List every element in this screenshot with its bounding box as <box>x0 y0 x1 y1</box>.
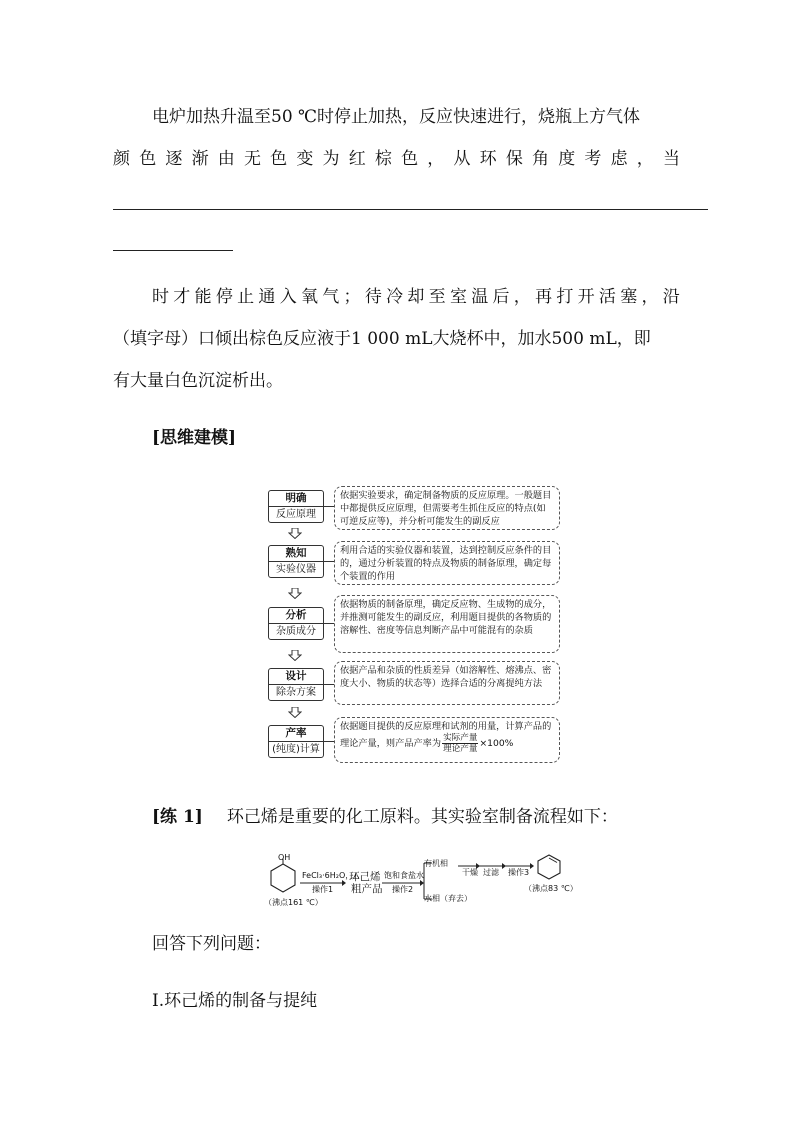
crude-product-line2: 粗产品 <box>351 883 383 895</box>
aqueous-phase-label: 水相（弃去） <box>424 894 472 903</box>
paragraph2-line1-char: 开 <box>577 287 595 307</box>
paragraph2-line1-char: 室 <box>449 287 467 307</box>
flow-step-1-subtitle: 反应原理 <box>276 509 316 520</box>
paragraph1-line2-char: 色 <box>270 149 288 169</box>
paragraph2-line2: （填字母）口倾出棕色反应液于1 000 mL大烧杯中，加水500 mL，即 <box>113 329 651 349</box>
paragraph2-line1-char: 打 <box>556 287 574 307</box>
part-heading: Ⅰ.环己烯的制备与提纯 <box>152 991 318 1011</box>
paragraph2-line1-char: 待 <box>364 287 382 307</box>
paragraph1-line2-char: 角 <box>532 149 549 169</box>
flow-step-5-box <box>268 725 324 758</box>
paragraph2-line1 <box>152 286 680 308</box>
paragraph1-line2-char: 虑 <box>610 149 628 169</box>
paragraph1-line2-char: 色 <box>401 149 419 169</box>
paragraph1-line2-char: 无 <box>243 149 261 169</box>
paragraph1-line2-char: 逐 <box>165 149 183 169</box>
flow-step-2-title: 熟知 <box>269 546 323 562</box>
flow-step-5-title: 产率 <box>269 726 323 742</box>
down-arrow-icon <box>288 650 302 661</box>
paragraph2-line1-char: 再 <box>535 287 553 307</box>
flow-step-2-desc: 利用合适的实验仪器和装置，达到控制反应条件的目的，通过分析装置的特点及物质的制备原理，确定每个装置的作用 <box>334 541 560 585</box>
dry-label: 干燥 <box>462 868 478 877</box>
paragraph2-line1-char: 冷 <box>386 287 404 307</box>
crude-product-line1: 环己烯 <box>349 871 381 883</box>
organic-phase-label: 有机相 <box>424 859 448 868</box>
paragraph2-line1-char: 止 <box>237 287 255 307</box>
paragraph2-line1-char: ， <box>513 287 531 307</box>
paragraph2-line1-char: 能 <box>194 287 212 307</box>
flow-step-3-title: 分析 <box>269 608 323 624</box>
paragraph1-line2-char: ， <box>636 149 654 169</box>
paragraph1-line2-char: 变 <box>296 149 314 169</box>
paragraph2-line1-char: 塞 <box>620 287 638 307</box>
operation-3-label: 操作3 <box>508 868 530 877</box>
flow-step-2-box <box>268 545 324 578</box>
paragraph1-line2 <box>113 148 680 170</box>
answer-blank-line-2 <box>113 250 233 251</box>
flow-step-4-box <box>268 668 324 701</box>
down-arrow-icon <box>288 588 302 599</box>
paragraph2-line1-char: 温 <box>471 287 489 307</box>
cyclohexanol-structure-icon <box>266 857 300 895</box>
flow-step-1-title: 明确 <box>269 491 323 507</box>
paragraph2-line1-char: 活 <box>598 287 616 307</box>
paragraph1-line2-char: 色 <box>139 149 157 169</box>
paragraph2-line1-char: 停 <box>215 287 233 307</box>
answer-prompt: 回答下列问题： <box>152 934 271 954</box>
oh-label: OH <box>278 853 291 862</box>
boiling-point-left: （沸点161 ℃） <box>264 898 323 907</box>
paragraph1-line2-char: 棕 <box>374 149 392 169</box>
paragraph1-line2-char: 红 <box>348 149 366 169</box>
reagent-label: FeCl₃·6H₂O，△ <box>302 871 360 880</box>
filter-label: 过滤 <box>483 868 499 877</box>
paragraph2-line1-char: 才 <box>173 287 191 307</box>
paragraph1-line2-char: 环 <box>479 149 497 169</box>
paragraph2-line1-char: 后 <box>492 287 510 307</box>
paragraph2-line1-char: 气 <box>322 287 340 307</box>
paragraph2-line3: 有大量白色沉淀析出。 <box>113 371 283 391</box>
paragraph1-line2-char: ， <box>427 149 445 169</box>
exercise-text: 环己烯是重要的化工原料。其实验室制备流程如下： <box>226 807 618 827</box>
paragraph2-line1-char: 沿 <box>662 287 680 307</box>
paragraph1-line1: 电炉加热升温至50 ℃时停止加热，反应快速进行，烧瓶上方气体 <box>152 107 641 127</box>
flow-step-5-subtitle: (纯度)计算 <box>272 744 320 755</box>
thinking-model-flowchart <box>262 485 564 765</box>
boiling-point-right: （沸点83 ℃） <box>524 884 578 893</box>
operation-2-label: 操作2 <box>392 885 414 894</box>
flow-step-3-desc: 依据物质的制备原理，确定反应物、生成物的成分，并推测可能发生的副反应，利用题目提供的各物质的溶解性、密度等信息判断产品中可能混有的杂质 <box>334 595 560 653</box>
paragraph1-line2-char: 当 <box>662 149 680 169</box>
paragraph2-line1-char: ； <box>343 287 361 307</box>
paragraph2-line1-char: 入 <box>279 287 297 307</box>
paragraph2-line1-char: 却 <box>407 287 425 307</box>
flow-step-1-desc: 依据实验要求，确定制备物质的反应原理。一般题目中都提供反应原理，但需要考生抓住反应的特点(如可逆反应等)，并分析可能发生的副反应 <box>334 486 560 530</box>
exercise-label: [练 1] 环己烯是重要的化工原料。其实验室制备流程如下： <box>152 807 618 827</box>
down-arrow-icon <box>288 707 302 718</box>
section-heading: [思维建模] <box>152 428 237 448</box>
paragraph1-line2-char: 考 <box>584 149 602 169</box>
paragraph2-line1-char: 时 <box>152 287 169 307</box>
paragraph1-line2-char: 由 <box>217 149 235 169</box>
cyclohexene-prep-flowchart <box>262 853 582 908</box>
down-arrow-icon <box>288 528 302 539</box>
flow-step-4-desc: 依据产品和杂质的性质差异（如溶解性、熔沸点、密度大小、物质的状态等）选择合适的分离提纯方法 <box>334 661 560 705</box>
paragraph1-line2-char: 渐 <box>191 149 209 169</box>
paragraph1-line2-char: 度 <box>558 149 576 169</box>
paragraph1-line2-char: 为 <box>322 149 340 169</box>
paragraph1-line2-char: 保 <box>505 149 523 169</box>
flow-step-1-box <box>268 490 324 523</box>
cyclohexene-structure-icon <box>536 853 562 881</box>
paragraph2-line1-char: ， <box>641 287 659 307</box>
yield-fraction: $\frac{\text{实际产量}}{\text{理论产量}}$ <box>443 733 478 754</box>
paragraph2-line1-char: 氧 <box>300 287 318 307</box>
flow-step-2-subtitle: 实验仪器 <box>276 564 316 575</box>
paragraph2-line1-char: 至 <box>428 287 446 307</box>
flow-step-4-title: 设计 <box>269 669 323 685</box>
flow-step-3-box <box>268 607 324 640</box>
paragraph2-line1-char: 通 <box>258 287 276 307</box>
flow-step-4-subtitle: 除杂方案 <box>276 687 316 698</box>
brine-label: 饱和食盐水 <box>384 871 424 880</box>
flow-step-5-desc: 依据题目提供的反应原理和试剂的用量，计算产品的理论产量，则产品产率为 $\frac{\text{实际产量}}{\text{理论产量}}$ ×100% <box>334 717 560 763</box>
answer-blank-line-1 <box>113 209 708 210</box>
flow-step-3-subtitle: 杂质成分 <box>276 626 316 637</box>
operation-1-label: 操作1 <box>312 885 334 894</box>
paragraph1-line2-char: 颜 <box>113 149 130 169</box>
paragraph1-line2-char: 从 <box>453 149 471 169</box>
